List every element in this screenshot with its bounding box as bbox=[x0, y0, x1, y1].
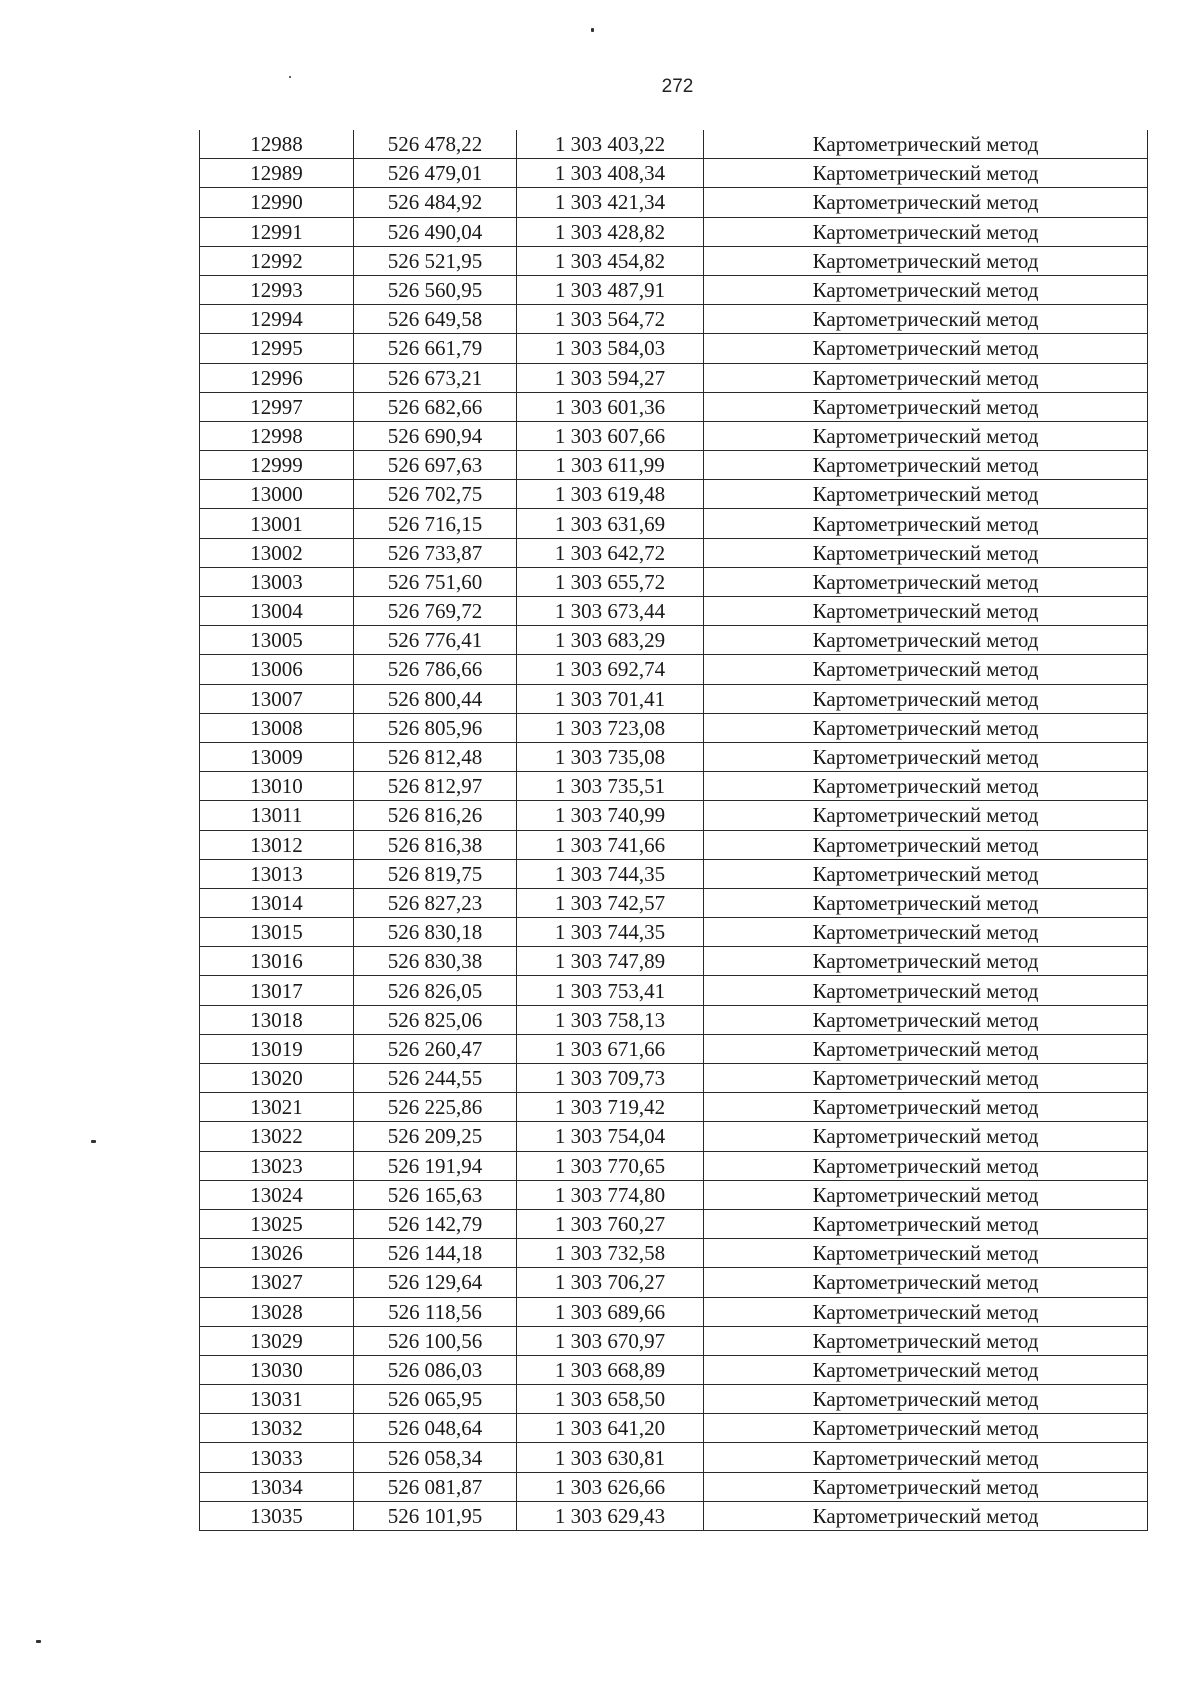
table-row bbox=[200, 1355, 1148, 1384]
point-number-cell: 13015 bbox=[200, 918, 354, 947]
method-cell: Картометрический метод bbox=[704, 1472, 1148, 1501]
x-coordinate-cell: 526 805,96 bbox=[354, 713, 517, 742]
table-row bbox=[200, 1472, 1148, 1501]
x-coordinate-cell: 526 827,23 bbox=[354, 888, 517, 917]
table-row bbox=[200, 130, 1148, 159]
method-cell: Картометрический метод bbox=[704, 305, 1148, 334]
page-number: 272 bbox=[661, 76, 694, 97]
point-number-cell: 12993 bbox=[200, 275, 354, 304]
table-row bbox=[200, 830, 1148, 859]
method-cell: Картометрический метод bbox=[704, 742, 1148, 771]
point-number-cell: 13005 bbox=[200, 626, 354, 655]
method-cell: Картометрический метод bbox=[704, 1385, 1148, 1414]
x-coordinate-cell: 526 560,95 bbox=[354, 275, 517, 304]
point-number-cell: 13003 bbox=[200, 567, 354, 596]
method-cell: Картометрический метод bbox=[704, 1180, 1148, 1209]
method-cell: Картометрический метод bbox=[704, 801, 1148, 830]
method-cell: Картометрический метод bbox=[704, 1297, 1148, 1326]
y-coordinate-cell: 1 303 564,72 bbox=[517, 305, 704, 334]
point-number-cell: 13018 bbox=[200, 1005, 354, 1034]
y-coordinate-cell: 1 303 668,89 bbox=[517, 1355, 704, 1384]
point-number-cell: 13021 bbox=[200, 1093, 354, 1122]
y-coordinate-cell: 1 303 742,57 bbox=[517, 888, 704, 917]
method-cell: Картометрический метод bbox=[704, 626, 1148, 655]
y-coordinate-cell: 1 303 747,89 bbox=[517, 947, 704, 976]
method-cell: Картометрический метод bbox=[704, 684, 1148, 713]
x-coordinate-cell: 526 819,75 bbox=[354, 859, 517, 888]
method-cell: Картометрический метод bbox=[704, 1034, 1148, 1063]
y-coordinate-cell: 1 303 607,66 bbox=[517, 421, 704, 450]
point-number-cell: 13001 bbox=[200, 509, 354, 538]
method-cell: Картометрический метод bbox=[704, 451, 1148, 480]
y-coordinate-cell: 1 303 428,82 bbox=[517, 217, 704, 246]
y-coordinate-cell: 1 303 641,20 bbox=[517, 1414, 704, 1443]
method-cell: Картометрический метод bbox=[704, 597, 1148, 626]
x-coordinate-cell: 526 081,87 bbox=[354, 1472, 517, 1501]
x-coordinate-cell: 526 225,86 bbox=[354, 1093, 517, 1122]
x-coordinate-cell: 526 812,48 bbox=[354, 742, 517, 771]
scan-artifact-mark bbox=[591, 28, 594, 32]
method-cell: Картометрический метод bbox=[704, 1355, 1148, 1384]
method-cell: Картометрический метод bbox=[704, 918, 1148, 947]
table-row bbox=[200, 1501, 1148, 1530]
method-cell: Картометрический метод bbox=[704, 1151, 1148, 1180]
table-row bbox=[200, 1385, 1148, 1414]
x-coordinate-cell: 526 690,94 bbox=[354, 421, 517, 450]
y-coordinate-cell: 1 303 655,72 bbox=[517, 567, 704, 596]
point-number-cell: 13000 bbox=[200, 480, 354, 509]
table-row bbox=[200, 801, 1148, 830]
table-row bbox=[200, 1093, 1148, 1122]
point-number-cell: 13008 bbox=[200, 713, 354, 742]
method-cell: Картометрический метод bbox=[704, 159, 1148, 188]
table-row bbox=[200, 509, 1148, 538]
method-cell: Картометрический метод bbox=[704, 538, 1148, 567]
point-number-cell: 13010 bbox=[200, 772, 354, 801]
y-coordinate-cell: 1 303 630,81 bbox=[517, 1443, 704, 1472]
x-coordinate-cell: 526 830,38 bbox=[354, 947, 517, 976]
table-row bbox=[200, 626, 1148, 655]
method-cell: Картометрический метод bbox=[704, 1268, 1148, 1297]
point-number-cell: 13007 bbox=[200, 684, 354, 713]
y-coordinate-cell: 1 303 760,27 bbox=[517, 1209, 704, 1238]
x-coordinate-cell: 526 751,60 bbox=[354, 567, 517, 596]
y-coordinate-cell: 1 303 642,72 bbox=[517, 538, 704, 567]
y-coordinate-cell: 1 303 584,03 bbox=[517, 334, 704, 363]
x-coordinate-cell: 526 776,41 bbox=[354, 626, 517, 655]
table-row bbox=[200, 947, 1148, 976]
table-row bbox=[200, 1209, 1148, 1238]
x-coordinate-cell: 526 484,92 bbox=[354, 188, 517, 217]
point-number-cell: 13024 bbox=[200, 1180, 354, 1209]
point-number-cell: 13026 bbox=[200, 1239, 354, 1268]
method-cell: Картометрический метод bbox=[704, 509, 1148, 538]
point-number-cell: 13032 bbox=[200, 1414, 354, 1443]
y-coordinate-cell: 1 303 723,08 bbox=[517, 713, 704, 742]
method-cell: Картометрический метод bbox=[704, 188, 1148, 217]
table-row bbox=[200, 159, 1148, 188]
y-coordinate-cell: 1 303 735,51 bbox=[517, 772, 704, 801]
point-number-cell: 13016 bbox=[200, 947, 354, 976]
table-row bbox=[200, 1268, 1148, 1297]
y-coordinate-cell: 1 303 671,66 bbox=[517, 1034, 704, 1063]
y-coordinate-cell: 1 303 454,82 bbox=[517, 246, 704, 275]
point-number-cell: 13011 bbox=[200, 801, 354, 830]
point-number-cell: 13012 bbox=[200, 830, 354, 859]
y-coordinate-cell: 1 303 744,35 bbox=[517, 859, 704, 888]
method-cell: Картометрический метод bbox=[704, 217, 1148, 246]
point-number-cell: 13017 bbox=[200, 976, 354, 1005]
y-coordinate-cell: 1 303 631,69 bbox=[517, 509, 704, 538]
y-coordinate-cell: 1 303 741,66 bbox=[517, 830, 704, 859]
point-number-cell: 12998 bbox=[200, 421, 354, 450]
x-coordinate-cell: 526 101,95 bbox=[354, 1501, 517, 1530]
scan-artifact-mark bbox=[91, 1140, 96, 1143]
method-cell: Картометрический метод bbox=[704, 567, 1148, 596]
point-number-cell: 12988 bbox=[200, 130, 354, 159]
point-number-cell: 12995 bbox=[200, 334, 354, 363]
table-row bbox=[200, 976, 1148, 1005]
method-cell: Картометрический метод bbox=[704, 1326, 1148, 1355]
x-coordinate-cell: 526 769,72 bbox=[354, 597, 517, 626]
method-cell: Картометрический метод bbox=[704, 421, 1148, 450]
table-row bbox=[200, 451, 1148, 480]
x-coordinate-cell: 526 521,95 bbox=[354, 246, 517, 275]
point-number-cell: 12996 bbox=[200, 363, 354, 392]
point-number-cell: 13020 bbox=[200, 1064, 354, 1093]
x-coordinate-cell: 526 661,79 bbox=[354, 334, 517, 363]
method-cell: Картометрический метод bbox=[704, 392, 1148, 421]
x-coordinate-cell: 526 816,38 bbox=[354, 830, 517, 859]
x-coordinate-cell: 526 673,21 bbox=[354, 363, 517, 392]
x-coordinate-cell: 526 800,44 bbox=[354, 684, 517, 713]
table-row bbox=[200, 888, 1148, 917]
scan-artifact-mark bbox=[289, 76, 291, 78]
point-number-cell: 12991 bbox=[200, 217, 354, 246]
x-coordinate-cell: 526 812,97 bbox=[354, 772, 517, 801]
x-coordinate-cell: 526 716,15 bbox=[354, 509, 517, 538]
table-row bbox=[200, 1414, 1148, 1443]
y-coordinate-cell: 1 303 629,43 bbox=[517, 1501, 704, 1530]
x-coordinate-cell: 526 830,18 bbox=[354, 918, 517, 947]
y-coordinate-cell: 1 303 719,42 bbox=[517, 1093, 704, 1122]
x-coordinate-cell: 526 786,66 bbox=[354, 655, 517, 684]
table-row bbox=[200, 246, 1148, 275]
x-coordinate-cell: 526 682,66 bbox=[354, 392, 517, 421]
x-coordinate-cell: 526 649,58 bbox=[354, 305, 517, 334]
table-row bbox=[200, 217, 1148, 246]
table-row bbox=[200, 655, 1148, 684]
y-coordinate-cell: 1 303 421,34 bbox=[517, 188, 704, 217]
y-coordinate-cell: 1 303 673,44 bbox=[517, 597, 704, 626]
method-cell: Картометрический метод bbox=[704, 713, 1148, 742]
method-cell: Картометрический метод bbox=[704, 1122, 1148, 1151]
y-coordinate-cell: 1 303 683,29 bbox=[517, 626, 704, 655]
method-cell: Картометрический метод bbox=[704, 1209, 1148, 1238]
table-row bbox=[200, 275, 1148, 304]
table-row bbox=[200, 1443, 1148, 1472]
x-coordinate-cell: 526 260,47 bbox=[354, 1034, 517, 1063]
method-cell: Картометрический метод bbox=[704, 947, 1148, 976]
y-coordinate-cell: 1 303 619,48 bbox=[517, 480, 704, 509]
y-coordinate-cell: 1 303 735,08 bbox=[517, 742, 704, 771]
table-row bbox=[200, 597, 1148, 626]
y-coordinate-cell: 1 303 692,74 bbox=[517, 655, 704, 684]
table-row bbox=[200, 1297, 1148, 1326]
y-coordinate-cell: 1 303 706,27 bbox=[517, 1268, 704, 1297]
point-number-cell: 13023 bbox=[200, 1151, 354, 1180]
point-number-cell: 12994 bbox=[200, 305, 354, 334]
y-coordinate-cell: 1 303 701,41 bbox=[517, 684, 704, 713]
table-row bbox=[200, 1034, 1148, 1063]
method-cell: Картометрический метод bbox=[704, 334, 1148, 363]
point-number-cell: 13022 bbox=[200, 1122, 354, 1151]
x-coordinate-cell: 526 825,06 bbox=[354, 1005, 517, 1034]
table-row bbox=[200, 305, 1148, 334]
table-row bbox=[200, 684, 1148, 713]
method-cell: Картометрический метод bbox=[704, 1501, 1148, 1530]
table-row bbox=[200, 742, 1148, 771]
method-cell: Картометрический метод bbox=[704, 246, 1148, 275]
x-coordinate-cell: 526 129,64 bbox=[354, 1268, 517, 1297]
y-coordinate-cell: 1 303 754,04 bbox=[517, 1122, 704, 1151]
table-row bbox=[200, 1326, 1148, 1355]
table-row bbox=[200, 363, 1148, 392]
y-coordinate-cell: 1 303 670,97 bbox=[517, 1326, 704, 1355]
table-row bbox=[200, 480, 1148, 509]
method-cell: Картометрический метод bbox=[704, 1005, 1148, 1034]
x-coordinate-cell: 526 086,03 bbox=[354, 1355, 517, 1384]
y-coordinate-cell: 1 303 770,65 bbox=[517, 1151, 704, 1180]
point-number-cell: 12990 bbox=[200, 188, 354, 217]
table-row bbox=[200, 859, 1148, 888]
table-row bbox=[200, 772, 1148, 801]
point-number-cell: 13014 bbox=[200, 888, 354, 917]
y-coordinate-cell: 1 303 758,13 bbox=[517, 1005, 704, 1034]
point-number-cell: 13004 bbox=[200, 597, 354, 626]
point-number-cell: 13009 bbox=[200, 742, 354, 771]
x-coordinate-cell: 526 697,63 bbox=[354, 451, 517, 480]
method-cell: Картометрический метод bbox=[704, 1093, 1148, 1122]
table-row bbox=[200, 1180, 1148, 1209]
scan-artifact-mark bbox=[36, 1640, 41, 1643]
method-cell: Картометрический метод bbox=[704, 1414, 1148, 1443]
table-row bbox=[200, 538, 1148, 567]
coordinates-table bbox=[199, 130, 1148, 1531]
y-coordinate-cell: 1 303 774,80 bbox=[517, 1180, 704, 1209]
y-coordinate-cell: 1 303 753,41 bbox=[517, 976, 704, 1005]
point-number-cell: 13025 bbox=[200, 1209, 354, 1238]
point-number-cell: 13030 bbox=[200, 1355, 354, 1384]
x-coordinate-cell: 526 816,26 bbox=[354, 801, 517, 830]
method-cell: Картометрический метод bbox=[704, 772, 1148, 801]
x-coordinate-cell: 526 244,55 bbox=[354, 1064, 517, 1093]
method-cell: Картометрический метод bbox=[704, 888, 1148, 917]
method-cell: Картометрический метод bbox=[704, 655, 1148, 684]
y-coordinate-cell: 1 303 601,36 bbox=[517, 392, 704, 421]
point-number-cell: 12992 bbox=[200, 246, 354, 275]
table-row bbox=[200, 1151, 1148, 1180]
point-number-cell: 12997 bbox=[200, 392, 354, 421]
point-number-cell: 13019 bbox=[200, 1034, 354, 1063]
point-number-cell: 13013 bbox=[200, 859, 354, 888]
method-cell: Картометрический метод bbox=[704, 976, 1148, 1005]
method-cell: Картометрический метод bbox=[704, 830, 1148, 859]
table-row bbox=[200, 1239, 1148, 1268]
y-coordinate-cell: 1 303 709,73 bbox=[517, 1064, 704, 1093]
point-number-cell: 13028 bbox=[200, 1297, 354, 1326]
x-coordinate-cell: 526 118,56 bbox=[354, 1297, 517, 1326]
table-row bbox=[200, 567, 1148, 596]
point-number-cell: 13035 bbox=[200, 1501, 354, 1530]
x-coordinate-cell: 526 478,22 bbox=[354, 130, 517, 159]
y-coordinate-cell: 1 303 689,66 bbox=[517, 1297, 704, 1326]
x-coordinate-cell: 526 065,95 bbox=[354, 1385, 517, 1414]
table-row bbox=[200, 1122, 1148, 1151]
x-coordinate-cell: 526 490,04 bbox=[354, 217, 517, 246]
method-cell: Картометрический метод bbox=[704, 275, 1148, 304]
x-coordinate-cell: 526 100,56 bbox=[354, 1326, 517, 1355]
y-coordinate-cell: 1 303 408,34 bbox=[517, 159, 704, 188]
y-coordinate-cell: 1 303 740,99 bbox=[517, 801, 704, 830]
method-cell: Картометрический метод bbox=[704, 363, 1148, 392]
method-cell: Картометрический метод bbox=[704, 859, 1148, 888]
point-number-cell: 13029 bbox=[200, 1326, 354, 1355]
x-coordinate-cell: 526 209,25 bbox=[354, 1122, 517, 1151]
coordinates-table-body bbox=[200, 130, 1148, 1531]
x-coordinate-cell: 526 733,87 bbox=[354, 538, 517, 567]
y-coordinate-cell: 1 303 487,91 bbox=[517, 275, 704, 304]
x-coordinate-cell: 526 058,34 bbox=[354, 1443, 517, 1472]
table-row bbox=[200, 334, 1148, 363]
y-coordinate-cell: 1 303 611,99 bbox=[517, 451, 704, 480]
table-row bbox=[200, 1005, 1148, 1034]
point-number-cell: 13034 bbox=[200, 1472, 354, 1501]
method-cell: Картометрический метод bbox=[704, 1239, 1148, 1268]
x-coordinate-cell: 526 144,18 bbox=[354, 1239, 517, 1268]
x-coordinate-cell: 526 165,63 bbox=[354, 1180, 517, 1209]
point-number-cell: 13006 bbox=[200, 655, 354, 684]
point-number-cell: 13033 bbox=[200, 1443, 354, 1472]
point-number-cell: 13027 bbox=[200, 1268, 354, 1297]
point-number-cell: 12989 bbox=[200, 159, 354, 188]
x-coordinate-cell: 526 702,75 bbox=[354, 480, 517, 509]
table-row bbox=[200, 1064, 1148, 1093]
method-cell: Картометрический метод bbox=[704, 1443, 1148, 1472]
point-number-cell: 12999 bbox=[200, 451, 354, 480]
table-row bbox=[200, 713, 1148, 742]
x-coordinate-cell: 526 826,05 bbox=[354, 976, 517, 1005]
y-coordinate-cell: 1 303 594,27 bbox=[517, 363, 704, 392]
y-coordinate-cell: 1 303 626,66 bbox=[517, 1472, 704, 1501]
y-coordinate-cell: 1 303 744,35 bbox=[517, 918, 704, 947]
y-coordinate-cell: 1 303 732,58 bbox=[517, 1239, 704, 1268]
method-cell: Картометрический метод bbox=[704, 130, 1148, 159]
x-coordinate-cell: 526 142,79 bbox=[354, 1209, 517, 1238]
x-coordinate-cell: 526 048,64 bbox=[354, 1414, 517, 1443]
y-coordinate-cell: 1 303 403,22 bbox=[517, 130, 704, 159]
table-row bbox=[200, 421, 1148, 450]
table-row bbox=[200, 918, 1148, 947]
method-cell: Картометрический метод bbox=[704, 1064, 1148, 1093]
point-number-cell: 13031 bbox=[200, 1385, 354, 1414]
x-coordinate-cell: 526 479,01 bbox=[354, 159, 517, 188]
method-cell: Картометрический метод bbox=[704, 480, 1148, 509]
y-coordinate-cell: 1 303 658,50 bbox=[517, 1385, 704, 1414]
table-row bbox=[200, 392, 1148, 421]
x-coordinate-cell: 526 191,94 bbox=[354, 1151, 517, 1180]
point-number-cell: 13002 bbox=[200, 538, 354, 567]
table-row bbox=[200, 188, 1148, 217]
